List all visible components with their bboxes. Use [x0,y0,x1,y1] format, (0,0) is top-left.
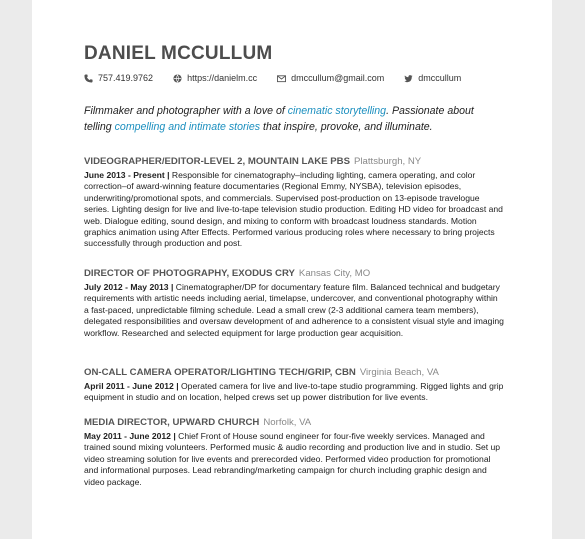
summary-text: Filmmaker and photographer with a love of [84,105,288,117]
summary-text: that inspire, provoke, and illuminate. [260,120,433,133]
twitter-handle[interactable]: dmccullum [418,73,462,83]
phone-icon [84,74,93,83]
envelope-icon [277,74,286,83]
contact-row [84,71,481,85]
job-role: DIRECTOR OF PHOTOGRAPHY, EXODUS CRY [84,268,295,279]
job-description [84,381,504,404]
contact-email [277,73,384,83]
job-entry [84,155,504,250]
contact-website [173,73,257,83]
job-dates: July 2012 - May 2013 | [84,282,174,292]
job-dates: June 2013 - Present | [84,170,170,180]
job-entry [84,366,504,404]
job-details: Operated camera for live and live-to-tape studio programming. Rigged lights and grip equipment in studio and on location, helped crews set up power distribution for live events. [84,381,504,403]
job-title-line [84,267,504,280]
job-location: Norfolk, VA [263,417,312,428]
job-location: Kansas City, MO [298,268,371,279]
job-details: Responsible for cinematography–including lighting, camera operating, and color correction–of award-winning feature documentaries (Regional Emmy, NYSBA), television episodes, underwriting/promotional spots, and commercials. Supervised post-production on 13-episode travelogue series. Lighting design for live and live-to-tape television studio production. Editing HD video for broadcast and web. Dialogue editing, sound design, and mixing to conform with broadcast loudness standards. Motion graphics animation using After Effects. Performed various producing roles where necessary to bring projects successfully through production and post. [84,170,503,249]
job-details: Chief Front of House sound engineer for four-five weekly services. Managed and trained sound mixing volunteers. Performed music & audio recording and production live and in studio. Set up video streaming solution for live events and prerecorded video. Performed video production for promotional and informational purposes. Lead rebranding/marketing campaign for church including graphic design and video package. [84,431,501,487]
job-description [84,282,504,339]
website-link[interactable]: https://danielm.cc [187,73,258,83]
job-dates: May 2011 - June 2012 | [84,431,176,441]
summary-highlight: compelling and intimate stories [114,120,261,133]
job-entry [84,267,504,339]
job-details: Cinematographer/DP for documentary feature film. Balanced technical and budgetary requirements with artistic needs including aerial, timelapse, undercover, and conventional photography within a fast-paced, unpredictable filming schedule. Lead a small crew (2-3 additional camera team members), delegated responsibilities and oversaw development of and adherence to a consistent visual style and imaging workflow. Researched and selected equipment for large production gear acquisition. [84,282,504,338]
email-link[interactable]: dmccullum@gmail.com [291,73,385,83]
job-title-line [84,366,504,379]
phone-number: 757.419.9762 [98,73,154,83]
job-title-line [84,416,504,429]
contact-phone [84,73,153,83]
job-location: Plattsburgh, NY [354,156,422,167]
candidate-name: DANIEL MCCULLUM [84,43,273,64]
profile-summary [84,104,504,135]
resume-page [32,0,552,539]
job-role: MEDIA DIRECTOR, UPWARD CHURCH [84,417,260,428]
job-description [84,431,504,488]
job-entry [84,416,504,488]
summary-text: . Passionate about telling [84,105,474,133]
summary-highlight: cinematic storytelling [287,105,387,117]
job-dates: April 2011 - June 2012 | [84,381,179,391]
globe-icon [173,74,182,83]
job-role: VIDEOGRAPHER/EDITOR-LEVEL 2, MOUNTAIN LAKE PBS [84,156,350,167]
contact-twitter [404,73,461,83]
job-location: Virginia Beach, VA [359,367,439,378]
job-role: ON-CALL CAMERA OPERATOR/LIGHTING TECH/GRIP, CBN [84,367,356,378]
job-description [84,170,504,250]
job-title-line [84,155,504,168]
twitter-bird-icon [404,74,413,83]
